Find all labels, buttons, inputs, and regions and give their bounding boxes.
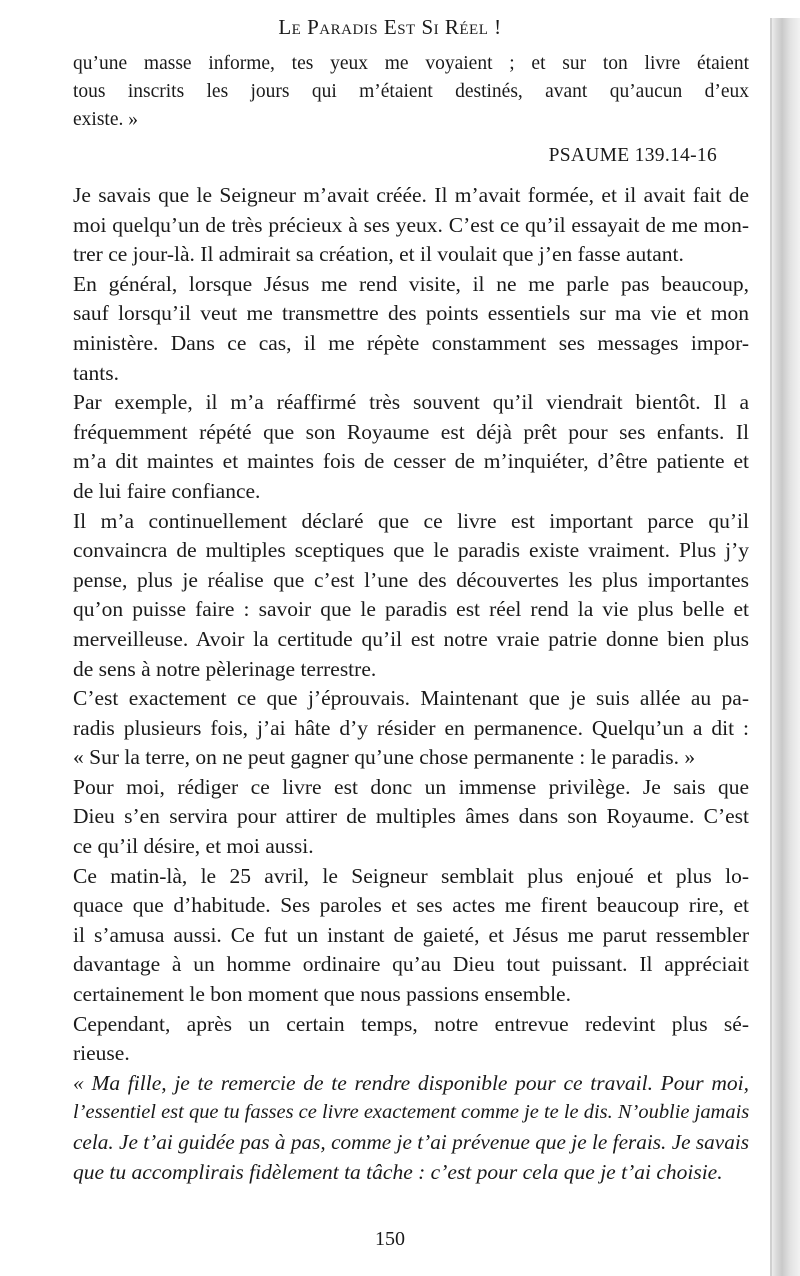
text-line: Dieu s’en servira pour attirer de multiples âmes dans son Royaume. C’est	[73, 804, 749, 829]
text-line: merveilleuse. Avoir la certitude qu’il est notre vraie patrie donne bien plus	[73, 626, 749, 651]
text-line: moi quelqu’un de très précieux à ses yeux. C’est ce qu’il essayait de me mon-	[73, 212, 749, 237]
text-line: sauf lorsqu’il veut me transmettre des points essentiels sur ma vie et mon	[73, 301, 749, 326]
epigraph-line: qu’une masse informe, tes yeux me voyaient ; et sur ton livre étaient	[73, 53, 749, 74]
epigraph-line: existe. »	[73, 109, 138, 130]
text-line: m’a dit maintes et maintes fois de cesser de m’inquiéter, d’être patiente et	[73, 449, 749, 474]
paragraph-first-line: C’est exactement ce que j’éprouvais. Maintenant que je suis allée au pa-	[73, 686, 749, 711]
paragraph-first-line: Par exemple, il m’a réaffirmé très souvent qu’il viendrait bientôt. Il a	[73, 390, 749, 415]
page-edge	[770, 18, 772, 1276]
text-line: quace que d’habitude. Ses paroles et ses actes me firent beaucoup rire, et	[73, 893, 749, 918]
epigraph-line: tous inscrits les jours qui m’étaient destinés, avant qu’aucun d’eux	[73, 81, 749, 102]
paragraph-first-line: Je savais que le Seigneur m’avait créée. Il m’avait formée, et il avait fait de	[73, 183, 749, 207]
text-line: « Sur la terre, on ne peut gagner qu’une chose permanente : le paradis. »	[73, 745, 696, 770]
text-line: tants.	[73, 360, 119, 385]
body-text	[73, 181, 749, 1187]
book-spine-shadow	[770, 18, 800, 1276]
text-line: convaincra de multiples sceptiques que le paradis existe vraiment. Plus j’y	[73, 538, 749, 563]
text-line: radis plusieurs fois, j’ai hâte d’y résider en permanence. Quelqu’un a dit :	[73, 715, 749, 740]
paragraph-first-line: « Ma fille, je te remercie de te rendre disponible pour ce travail. Pour moi,	[73, 1070, 749, 1095]
text-line: pense, plus je réalise que c’est l’une des découvertes les plus importantes	[73, 567, 749, 592]
text-line: ministère. Dans ce cas, il me répète constamment ses messages impor-	[73, 330, 749, 355]
text-line: de sens à notre pèlerinage terrestre.	[73, 656, 377, 681]
running-head: Le Paradis Est Si Réel !	[278, 15, 502, 39]
text-line: qu’on puisse faire : savoir que le paradis est réel rend la vie plus belle et	[73, 597, 749, 622]
text-line: de lui faire confiance.	[73, 478, 261, 503]
paragraph-first-line: Il m’a continuellement déclaré que ce livre est important parce qu’il	[73, 508, 749, 533]
text-line: certainement le bon moment que nous passions ensemble.	[73, 982, 571, 1007]
text-line: que tu accomplirais fidèlement ta tâche : c’est pour cela que je t’ai choisie.	[73, 1159, 723, 1184]
text-line: l’essentiel est que tu fasses ce livre exactement comme je te le dis. N’oublie jamais	[73, 1101, 750, 1124]
paragraph-first-line: Pour moi, rédiger ce livre est donc un immense privilège. Je sais que	[73, 774, 749, 799]
text-line: rieuse.	[73, 1041, 130, 1066]
paragraph-first-line: Ce matin-là, le 25 avril, le Seigneur semblait plus enjoué et plus lo-	[73, 863, 749, 888]
page-number: 150	[375, 1228, 405, 1250]
text-line: fréquemment répété que son Royaume est déjà prêt pour ses enfants. Il	[73, 419, 749, 444]
paragraph-first-line: En général, lorsque Jésus me rend visite, il ne me parle pas beaucoup,	[73, 271, 749, 296]
paragraph-first-line: Cependant, après un certain temps, notre entrevue redevint plus sé-	[73, 1011, 749, 1036]
text-line: il s’amusa aussi. Ce fut un instant de gaieté, et Jésus me parut ressembler	[73, 922, 749, 947]
text-line: davantage à un homme ordinaire qu’au Dieu tout puissant. Il appréciait	[73, 952, 749, 977]
epigraph-source: PSAUME 139.14-16	[548, 145, 717, 166]
text-line: trer ce jour-là. Il admirait sa création, et il voulait que j’en fasse autant.	[73, 242, 684, 267]
text-line: cela. Je t’ai guidée pas à pas, comme je t’ai prévenue que je le ferais. Je savais	[73, 1130, 749, 1154]
epigraph	[73, 50, 749, 134]
text-line: ce qu’il désire, et moi aussi.	[73, 834, 314, 859]
